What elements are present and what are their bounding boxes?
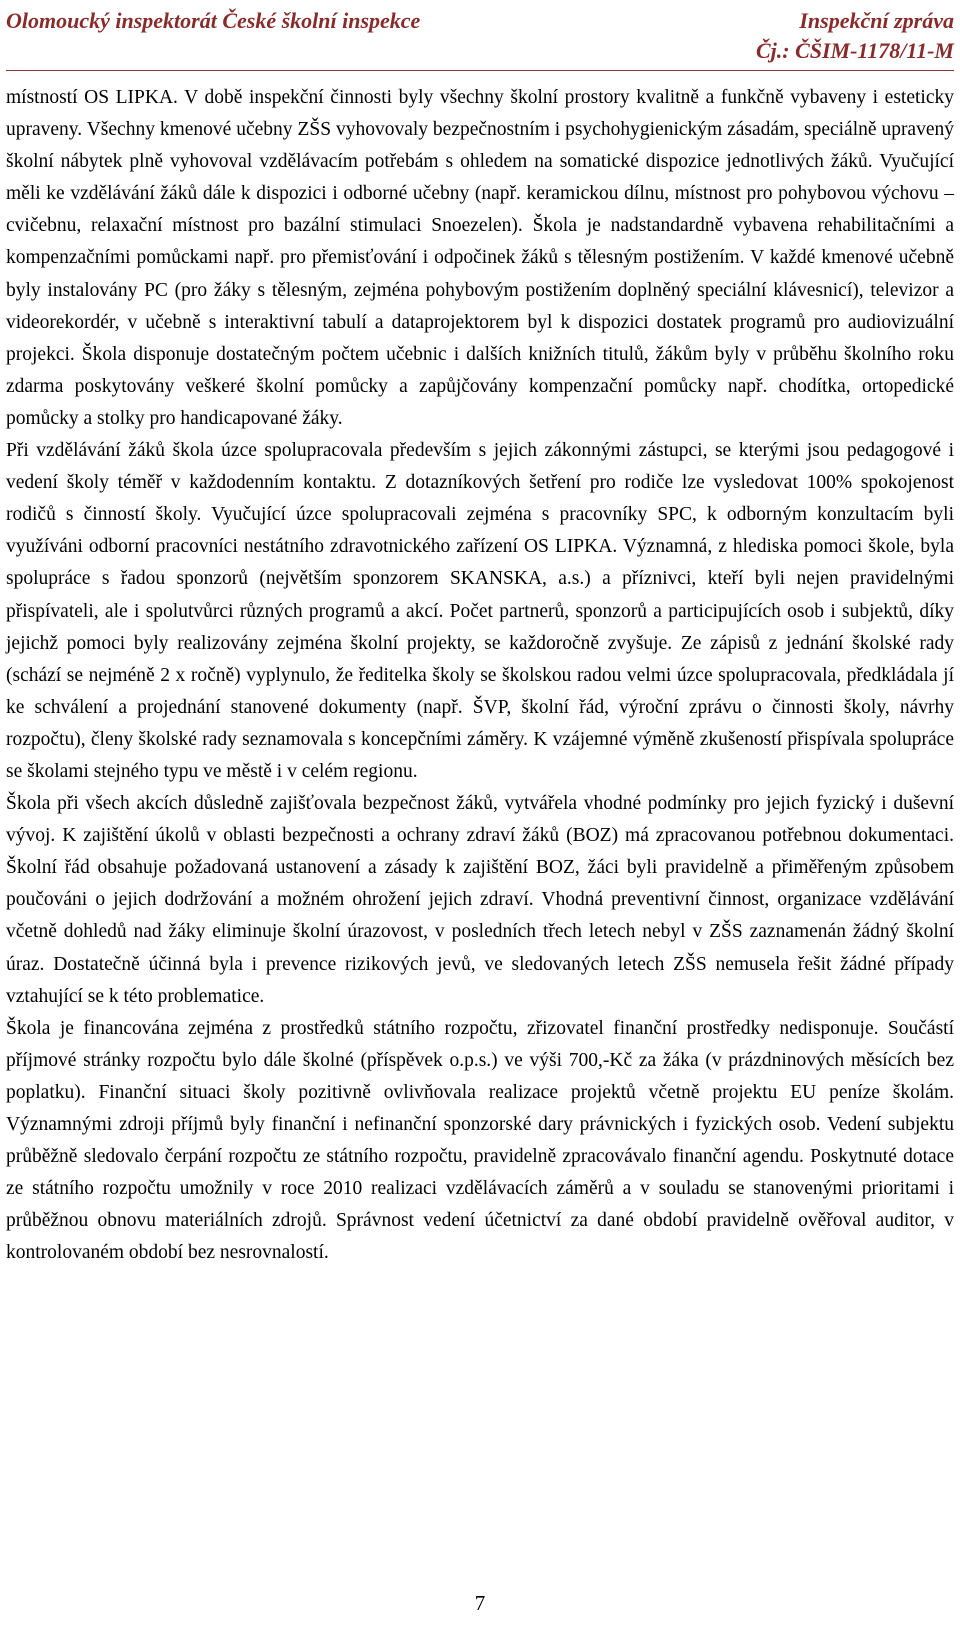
paragraph-cooperation: Při vzdělávání žáků škola úzce spolupracovala především s jejich zákonnými zástupci, se kterými jsou pedagogové i vedení školy téměř v každodenním kontaktu. Z dotazníkových šetření pro rodiče lze vysledovat 100% spokojenost rodičů s činností školy. Vyučující úzce spolupracovali zejména s pracovníky SPC, k odborným konzultacím byli využíváni odborní pracovníci nestátního zdravotnického zařízení OS LIPKA. Významná, z hlediska pomoci škole, byla spolupráce s řadou sponzorů (největším sponzorem SKANSKA, a.s.) a příznivci, kteří byli nejen pravidelnými přispívateli, ale i spolutvůrci různých programů a akcí. Počet partnerů, sponzorů a participujících osob i subjektů, díky jejichž pomoci byly realizovány zejména školní projekty, se každoročně zvyšuje. Ze zápisů z jednání školské rady (schází se nejméně 2 x ročně) vyplynulo, že ředitelka školy se školskou radou velmi úzce spolupracovala, předkládala jí ke schválení a projednání stanovené dokumenty (např. ŠVP, školní řád, výroční zprávu o činnosti školy, návrhy rozpočtu), členy školské rady seznamovala s koncepčními záměry. K vzájemné výměně zkušeností přispívala spolupráce se školami stejného typu ve městě i v celém regionu. [6, 440, 954, 782]
header-divider [6, 70, 954, 71]
header-organization: Olomoucký inspektorát České školní inspekce [6, 8, 421, 33]
header-document-type: Inspekční zpráva [799, 8, 954, 33]
paragraph-safety: Škola při všech akcích důsledně zajišťovala bezpečnost žáků, vytvářela vhodné podmínky pro jejich fyzický i duševní vývoj. K zajištění úkolů v oblasti bezpečnosti a ochrany zdraví žáků (BOZ) má zpracovanou potřebnou dokumentaci. Školní řád obsahuje požadovaná ustanovení a zásady k zajištění BOZ, žáci byli pravidelně a přiměřeným způsobem poučováni o jejich dodržování a možném ohrožení jejich zdraví. Vhodná preventivní činnost, organizace vzdělávání včetně dohledů nad žáky eliminuje školní úrazovost, v posledních třech letech nebyl v ZŠS zaznamenán žádný školní úraz. Dostatečně účinná byla i prevence rizikových jevů, ve sledovaných letech ZŠS nemusela řešit žádné případy vztahující se k této problematice. [6, 793, 954, 1007]
page-number: 7 [474, 1591, 486, 1615]
paragraph-financing: Škola je financována zejména z prostředků státního rozpočtu, zřizovatel finanční prostředky nedisponuje. Součástí příjmové stránky rozpočtu bylo dále školné (příspěvek o.p.s.) ve výši 700,-Kč za žáka (v prázdninových měsících bez poplatku). Finanční situaci školy pozitivně ovlivňovala realizace projektů včetně projektu EU peníze školám. Významnými zdroji příjmů byly finanční i nefinanční sponzorské dary právnických i fyzických osob. Vedení subjektu průběžně sledovalo čerpání rozpočtu ze státního rozpočtu, pravidelně zpracovávalo finanční agendu. Poskytnuté dotace ze státního rozpočtu umožnily v roce 2010 realizaci vzdělávacích záměrů a v souladu se stanovenými prioritami i průběžnou obnovu materiálních zdrojů. Správnost vedení účetnictví za dané období pravidelně ověřoval auditor, v kontrolovaném období bez nesrovnalostí. [6, 1017, 954, 1264]
header-right-block [756, 6, 954, 66]
header-reference-number: Čj.: ČŠIM-1178/11-M [755, 38, 954, 63]
page-header [6, 6, 954, 78]
report-body [6, 82, 954, 1269]
paragraph-facilities: místností OS LIPKA. V době inspekční činnosti byly všechny školní prostory kvalitně a funkčně vybaveny i esteticky upraveny. Všechny kmenové učebny ZŠS vyhovovaly bezpečnostním i psychohygienickým zásadám, speciálně upravený školní nábytek plně vyhovoval vzdělávacím potřebám s ohledem na somatické dispozice jednotlivých žáků. Vyučující měli ke vzdělávání žáků dále k dispozici i odborné učebny (např. keramickou dílnu, místnost pro pohybovou výchovu – cvičebnu, relaxační místnost pro bazální stimulaci Snoezelen). Škola je nadstandardně vybavena rehabilitačními a kompenzačními pomůckami např. pro přemisťování i odpočinek žáků s tělesným postižením. V každé kmenové učebně byly instalovány PC (pro žáky s tělesným, zejména pohybovým postižením doplněný speciální klávesnicí), televizor a videorekordér, v učebně s interaktivní tabulí a dataprojektorem byl k dispozici dostatek programů pro audiovizuální projekci. Škola disponuje dostatečným počtem učebnic i dalších knižních titulů, žákům byly v průběhu školního roku zdarma poskytovány veškeré školní pomůcky a zapůjčovány kompenzační pomůcky např. chodítka, ortopedické pomůcky a stolky pro handicapované žáky. [6, 87, 954, 429]
